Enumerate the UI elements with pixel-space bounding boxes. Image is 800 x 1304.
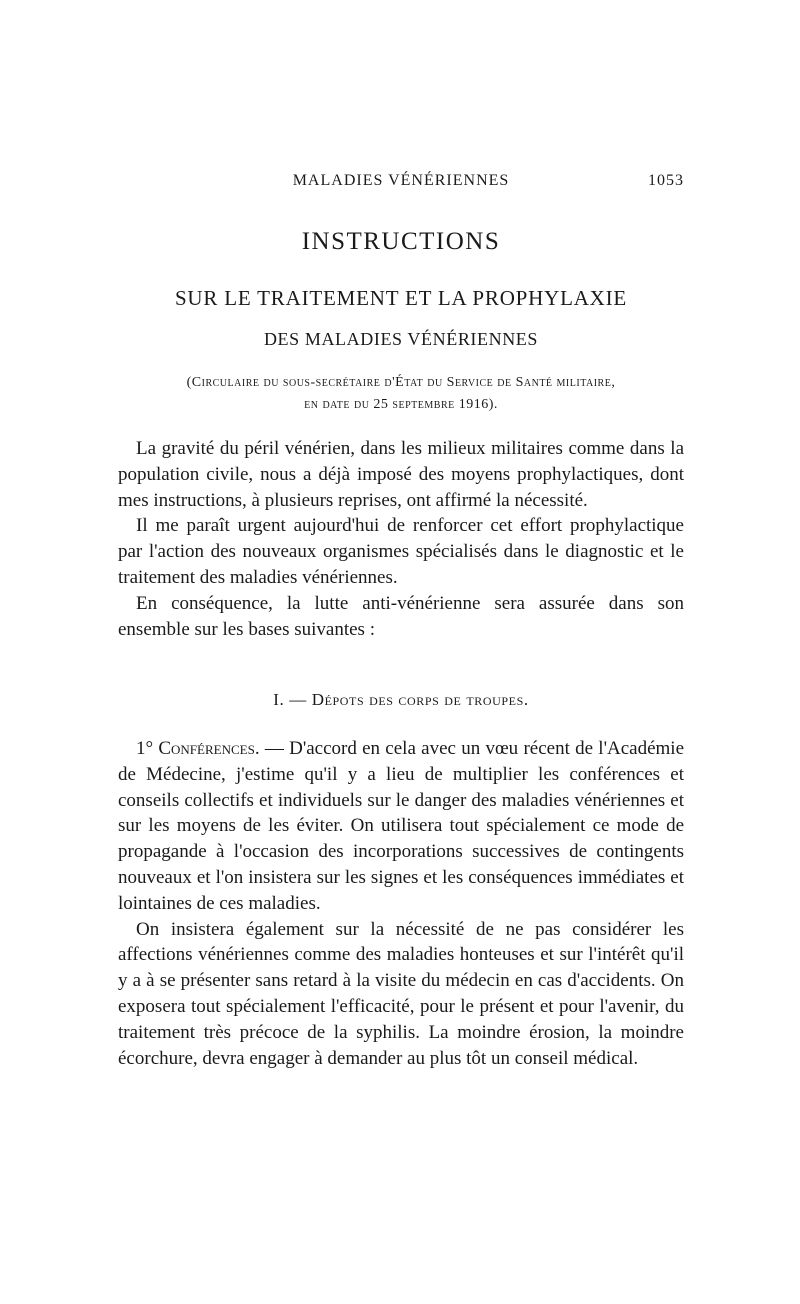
circular-reference (118, 372, 684, 416)
circular-line-1: (Circulaire du sous-secrétaire d'État du Service de Santé militaire, (186, 375, 616, 390)
paragraph: En conséquence, la lutte anti-vénérienne sera assurée dans son ensemble sur les bases suivantes : (118, 592, 684, 640)
running-head (118, 172, 684, 194)
section-title: Dépots des corps de troupes. (311, 690, 529, 709)
paragraph-lead: 1° Conférences. (136, 738, 260, 759)
intro-text (118, 436, 684, 642)
subtitle-line-1: SUR LE TRAITEMENT ET LA PROPHYLAXIE (174, 286, 628, 310)
paragraph: On insistera également sur la nécessité de ne pas considérer les affections vénériennes comme des maladies honteuses et sur l'intérêt qu'il y a à se présenter sans retard à la visite du médecin en cas d'accidents. On exposera tout spécialement l'efficacité, pour le présent et pour l'avenir, du traitement très précoce de la syphilis. La moindre érosion, la moindre écorchure, devra engager à demander au plus tôt un conseil médical. (118, 918, 684, 1069)
paragraph (118, 736, 684, 917)
circular-line-2: en date du 25 septembre 1916). (304, 397, 498, 412)
section-heading (118, 690, 684, 710)
running-title: MALADIES VÉNÉRIENNES (292, 172, 510, 189)
paragraph: Il me paraît urgent aujourd'hui de renforcer cet effort prophylactique par l'action des nouveaux organismes spécialisés dans le diagnostic et le traitement des maladies vénériennes. (118, 515, 684, 588)
paragraph-dash: — (259, 738, 290, 759)
paragraph: La gravité du péril vénérien, dans les milieux militaires comme dans la population civile, nous a déjà imposé des moyens prophylactiques, dont mes instructions, à plusieurs reprises, ont affirmé la nécessité. (118, 438, 684, 511)
paragraph-text: D'accord en cela avec un vœu récent de l'Académie de Médecine, j'estime qu'il y a lieu de multiplier les conférences et conseils collectifs et individuels sur le danger des maladies vénériennes et sur les moyens de les éviter. On utilisera tout spécialement ce mode de propagande à l'occasion des incorporations successives de contingents nouveaux et l'on insistera sur les signes et les conséquences immédiates et lointaines de ces maladies. (118, 738, 685, 914)
subtitle-line-2: DES MALADIES VÉNÉRIENNES (263, 329, 539, 349)
section-number: I. — (273, 690, 307, 709)
page-number: 1053 (648, 172, 684, 189)
conferences-text (118, 736, 684, 1071)
document-title: INSTRUCTIONS (301, 228, 501, 255)
